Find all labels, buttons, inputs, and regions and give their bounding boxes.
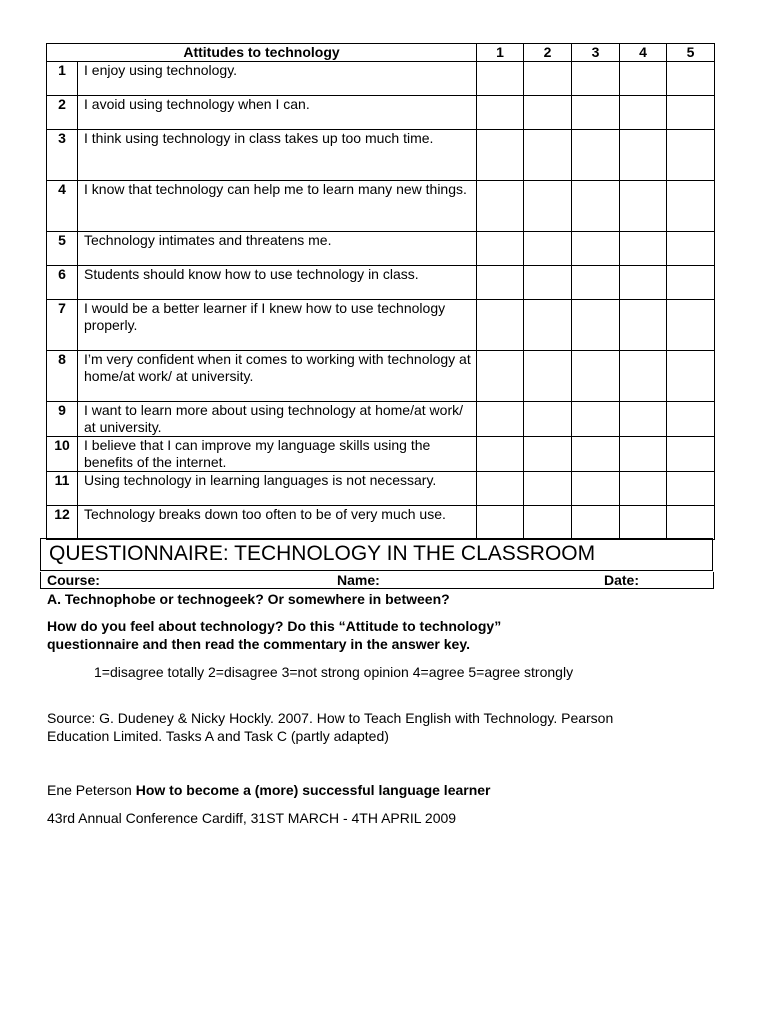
table-row <box>47 62 715 96</box>
conference-line: 43rd Annual Conference Cardiff, 31ST MARCH - 4TH APRIL 2009 <box>47 810 457 826</box>
table-row <box>47 437 715 472</box>
rating-cell-4[interactable] <box>620 300 667 351</box>
rating-cell-5[interactable] <box>667 472 715 506</box>
rating-cell-1[interactable] <box>477 437 524 472</box>
rating-cell-1[interactable] <box>477 351 524 402</box>
row-number: 3 <box>47 130 78 181</box>
rating-cell-2[interactable] <box>524 232 572 266</box>
table-header-row <box>47 44 715 62</box>
rating-cell-4[interactable] <box>620 232 667 266</box>
rating-cell-4[interactable] <box>620 181 667 232</box>
rating-cell-2[interactable] <box>524 472 572 506</box>
rating-cell-5[interactable] <box>667 351 715 402</box>
rating-cell-3[interactable] <box>572 62 620 96</box>
rating-cell-2[interactable] <box>524 351 572 402</box>
rating-cell-2[interactable] <box>524 181 572 232</box>
rating-cell-1[interactable] <box>477 232 524 266</box>
table-row <box>47 402 715 437</box>
table-row <box>47 472 715 506</box>
rating-cell-3[interactable] <box>572 266 620 300</box>
row-number: 1 <box>47 62 78 96</box>
statement-text: Using technology in learning languages is not necessary. <box>78 472 477 506</box>
statement-text: I avoid using technology when I can. <box>78 96 477 130</box>
statement-text: I would be a better learner if I knew how to use technology properly. <box>78 300 477 351</box>
table-row <box>47 96 715 130</box>
rating-cell-2[interactable] <box>524 130 572 181</box>
table-row <box>47 351 715 402</box>
row-number: 12 <box>47 506 78 540</box>
rating-cell-5[interactable] <box>667 506 715 540</box>
rating-cell-2[interactable] <box>524 402 572 437</box>
instruction-line-1: How do you feel about technology? Do this “Attitude to technology” <box>47 618 502 634</box>
rating-cell-1[interactable] <box>477 62 524 96</box>
attitudes-table <box>46 43 715 540</box>
statement-text: I want to learn more about using technology at home/at work/ at university. <box>78 402 477 437</box>
rating-cell-3[interactable] <box>572 351 620 402</box>
rating-cell-1[interactable] <box>477 402 524 437</box>
table-row <box>47 266 715 300</box>
rating-cell-3[interactable] <box>572 437 620 472</box>
table-row <box>47 181 715 232</box>
rating-cell-3[interactable] <box>572 472 620 506</box>
row-number: 4 <box>47 181 78 232</box>
rating-cell-3[interactable] <box>572 96 620 130</box>
rating-cell-3[interactable] <box>572 181 620 232</box>
row-number: 6 <box>47 266 78 300</box>
rating-cell-4[interactable] <box>620 351 667 402</box>
table-row <box>47 506 715 540</box>
rating-cell-5[interactable] <box>667 232 715 266</box>
source-line-1: Source: G. Dudeney & Nicky Hockly. 2007. How to Teach English with Technology. Pearson <box>47 710 614 726</box>
rating-cell-3[interactable] <box>572 506 620 540</box>
scale-header-5: 5 <box>667 44 715 62</box>
rating-cell-5[interactable] <box>667 181 715 232</box>
rating-cell-3[interactable] <box>572 130 620 181</box>
rating-cell-1[interactable] <box>477 96 524 130</box>
rating-cell-3[interactable] <box>572 232 620 266</box>
row-number: 7 <box>47 300 78 351</box>
scale-header-4: 4 <box>620 44 667 62</box>
rating-cell-4[interactable] <box>620 130 667 181</box>
table-row <box>47 300 715 351</box>
instruction-line-2: questionnaire and then read the commentary in the answer key. <box>47 636 470 652</box>
rating-cell-1[interactable] <box>477 130 524 181</box>
rating-cell-1[interactable] <box>477 506 524 540</box>
statement-text: I know that technology can help me to learn many new things. <box>78 181 477 232</box>
statement-text: I think using technology in class takes up too much time. <box>78 130 477 181</box>
rating-cell-4[interactable] <box>620 437 667 472</box>
rating-cell-4[interactable] <box>620 266 667 300</box>
section-a-heading: A. Technophobe or technogeek? Or somewhere in between? <box>47 591 450 607</box>
table-row <box>47 130 715 181</box>
statement-text: Technology intimates and threatens me. <box>78 232 477 266</box>
rating-cell-1[interactable] <box>477 300 524 351</box>
rating-cell-2[interactable] <box>524 266 572 300</box>
rating-cell-5[interactable] <box>667 96 715 130</box>
meta-row <box>40 572 714 589</box>
rating-cell-4[interactable] <box>620 506 667 540</box>
rating-cell-1[interactable] <box>477 266 524 300</box>
rating-cell-5[interactable] <box>667 130 715 181</box>
rating-cell-2[interactable] <box>524 437 572 472</box>
questionnaire-title: QUESTIONNAIRE: TECHNOLOGY IN THE CLASSROOM <box>40 538 713 571</box>
rating-cell-5[interactable] <box>667 266 715 300</box>
rating-cell-4[interactable] <box>620 402 667 437</box>
scale-header-2: 2 <box>524 44 572 62</box>
table-row <box>47 232 715 266</box>
author-line <box>47 781 491 799</box>
rating-cell-2[interactable] <box>524 300 572 351</box>
rating-cell-1[interactable] <box>477 472 524 506</box>
name-label: Name: <box>337 572 380 588</box>
row-number: 11 <box>47 472 78 506</box>
scale-header-1: 1 <box>477 44 524 62</box>
statement-text: Students should know how to use technology in class. <box>78 266 477 300</box>
rating-cell-2[interactable] <box>524 506 572 540</box>
row-number: 5 <box>47 232 78 266</box>
scale-legend: 1=disagree totally 2=disagree 3=not strong opinion 4=agree 5=agree strongly <box>94 664 574 680</box>
statement-text: I believe that I can improve my language skills using the benefits of the internet. <box>78 437 477 472</box>
row-number: 2 <box>47 96 78 130</box>
rating-cell-4[interactable] <box>620 96 667 130</box>
statement-text: Technology breaks down too often to be of very much use. <box>78 506 477 540</box>
talk-title: How to become a (more) successful language learner <box>135 782 491 798</box>
rating-cell-2[interactable] <box>524 96 572 130</box>
statement-text: I enjoy using technology. <box>78 62 477 96</box>
rating-cell-5[interactable] <box>667 437 715 472</box>
date-label: Date: <box>604 572 640 588</box>
rating-cell-5[interactable] <box>667 402 715 437</box>
course-label: Course: <box>47 572 100 588</box>
row-number: 9 <box>47 402 78 437</box>
rating-cell-5[interactable] <box>667 62 715 96</box>
rating-cell-4[interactable] <box>620 472 667 506</box>
rating-cell-4[interactable] <box>620 62 667 96</box>
scale-header-3: 3 <box>572 44 620 62</box>
rating-cell-1[interactable] <box>477 181 524 232</box>
row-number: 8 <box>47 351 78 402</box>
rating-cell-2[interactable] <box>524 62 572 96</box>
source-line-2: Education Limited. Tasks A and Task C (partly adapted) <box>47 728 389 744</box>
rating-cell-5[interactable] <box>667 300 715 351</box>
row-number: 10 <box>47 437 78 472</box>
table-header-title: Attitudes to technology <box>47 44 477 62</box>
statement-text: I’m very confident when it comes to working with technology at home/at work/ at university. <box>78 351 477 402</box>
author-name: Ene Peterson <box>47 782 136 798</box>
rating-cell-3[interactable] <box>572 402 620 437</box>
rating-cell-3[interactable] <box>572 300 620 351</box>
